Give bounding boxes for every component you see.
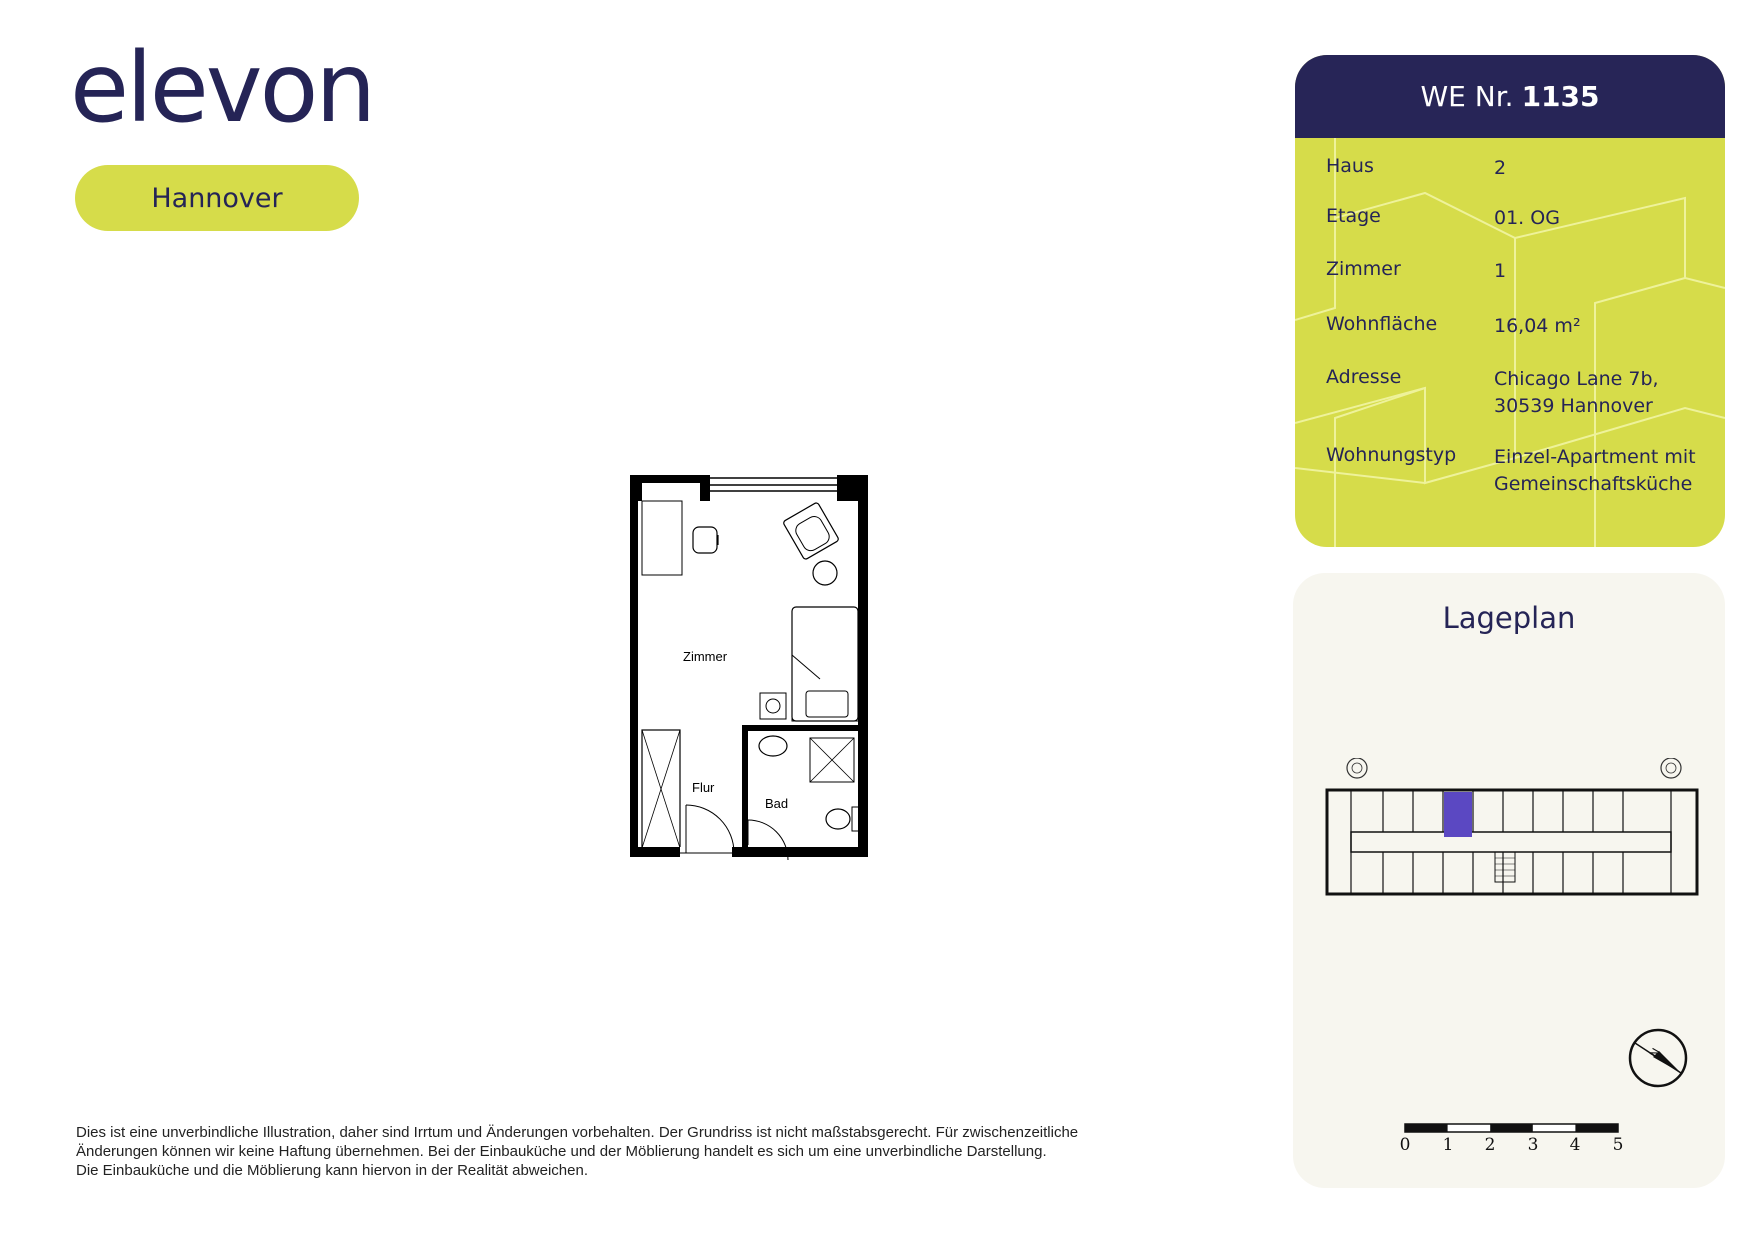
disclaimer-line: Dies ist eine unverbindliche Illustration, daher sind Irrtum und Änderungen vorbehalten. Der Grundriss ist nicht maßstabsgerecht. Für zwischenzeitliche [76,1124,1079,1141]
scale-label: 4 [1569,1135,1581,1155]
brand-logo: elevon [70,32,374,144]
unit-number-header [1295,55,1725,138]
detail-value: 01. OG [1494,207,1560,229]
floor-plan-drawing [630,475,870,860]
scale-label: 2 [1484,1135,1496,1155]
unit-info-card [1295,55,1725,547]
room-label-flur: Flur [692,780,715,795]
floor-plan [630,475,870,860]
detail-key: Wohnfläche [1326,313,1438,335]
room-label-bad: Bad [765,796,789,811]
detail-key: Adresse [1326,366,1402,388]
detail-value: 1 [1494,260,1507,282]
disclaimer-line: Die Einbauküche und die Möblierung kann hiervon in der Realität abweichen. [76,1162,588,1179]
site-plan-title: Lageplan [1442,601,1576,635]
detail-value: Chicago Lane 7b, 30539 Hannover [1494,368,1659,417]
scale-bar [1399,1121,1624,1155]
north-arrow-icon [1623,1023,1693,1093]
highlighted-unit [1444,792,1472,837]
detail-value: Einzel-Apartment mit Gemeinschaftsküche [1494,446,1696,495]
detail-key: Wohnungstyp [1326,444,1457,466]
detail-key: Zimmer [1326,258,1401,280]
scale-label: 3 [1527,1135,1539,1155]
detail-value: 16,04 m² [1494,315,1581,337]
scale-label: 1 [1442,1135,1454,1155]
scale-label: 5 [1612,1135,1624,1155]
north-label: N [1646,1045,1664,1061]
unit-number-value: 1135 [1521,80,1600,113]
unit-number-label: WE Nr. [1420,80,1514,113]
detail-key: Haus [1326,155,1374,177]
scale-bar-graphic [1403,1122,1623,1134]
detail-value: 2 [1494,157,1507,179]
disclaimer-line: Änderungen können wir keine Haftung übernehmen. Bei der Einbauküche und der Möblierung handelt es sich um eine unverbindliche Darstellung. [76,1143,1047,1160]
room-label-zimmer: Zimmer [683,649,728,664]
site-plan-drawing [1321,758,1701,898]
city-badge: Hannover [75,165,359,231]
disclaimer-text [76,1123,1156,1180]
detail-key: Etage [1326,205,1381,227]
scale-label: 0 [1399,1135,1411,1155]
site-plan-card [1293,573,1725,1188]
